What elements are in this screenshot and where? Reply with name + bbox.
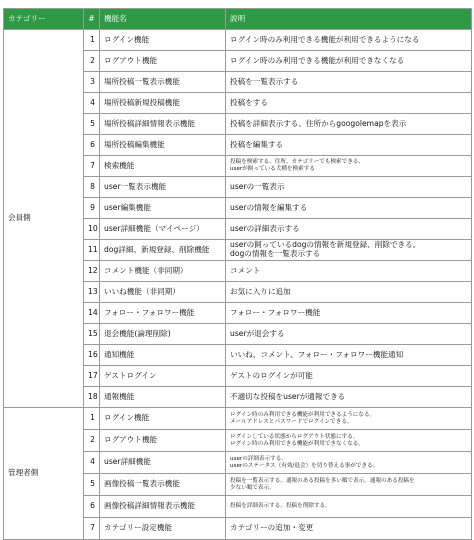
- header-feature-name: 機能名: [100, 9, 226, 30]
- description-line: 投稿を詳細表示する。投稿を削除する。: [230, 503, 331, 510]
- description-line: ログイン時のみ利用できる機能が利用できるようになる。: [230, 411, 376, 418]
- description-cell: [226, 387, 472, 408]
- feature-name-cell: ログイン機能: [100, 408, 226, 430]
- description-cell: [226, 156, 472, 177]
- description-line: 投稿を検索する、住所、カテゴリーでも検索できる、: [230, 159, 365, 166]
- row-number: 3: [84, 72, 100, 93]
- feature-name-cell: 通知機能: [100, 345, 226, 366]
- row-number: 12: [84, 261, 100, 282]
- description-line: userの詳細表示する。: [230, 455, 287, 462]
- feature-name-cell: いいね機能（非同期）: [100, 282, 226, 303]
- description-line: userの詳細表示する: [230, 223, 300, 233]
- row-number: 7: [84, 156, 100, 177]
- description-line: userの飼っているdogの情報を新規登録、削除できる。: [230, 240, 421, 250]
- description-cell: [226, 324, 472, 345]
- description-line: カテゴリーの追加・変更: [230, 523, 314, 533]
- row-number: 2: [84, 51, 100, 72]
- description-cell: [226, 114, 472, 135]
- row-number: 4: [84, 93, 100, 114]
- feature-name-cell: user編集機能: [100, 198, 226, 219]
- row-number: 16: [84, 345, 100, 366]
- feature-name-cell: 検索機能: [100, 156, 226, 177]
- description-line: userの一覧表示: [230, 181, 285, 191]
- category-cell: 管理者側: [4, 408, 84, 540]
- description-cell: [226, 177, 472, 198]
- row-number: 2: [84, 430, 100, 452]
- description-cell: [226, 135, 472, 156]
- description-line: 投稿を一覧表示する。通報のある投稿を多い順で表示。通報のある投稿を: [230, 477, 415, 484]
- feature-name-cell: ログイン機能: [100, 30, 226, 51]
- description-line: ゲストのログインが可能: [230, 370, 313, 380]
- row-number: 4: [84, 452, 100, 474]
- row-number: 7: [84, 518, 100, 540]
- row-number: 14: [84, 303, 100, 324]
- description-cell: [226, 430, 472, 452]
- feature-name-cell: フォロー・フォロワー機能: [100, 303, 226, 324]
- row-number: 6: [84, 135, 100, 156]
- row-number: 17: [84, 366, 100, 387]
- description-line: 投稿を詳細表示する、住所からgoogolemapを表示: [230, 118, 407, 128]
- description-line: ログイン時のみ利用できる機能が利用できるようになる: [230, 34, 420, 44]
- table-body: [4, 30, 472, 540]
- feature-name-cell: dog詳細、新規登録、削除機能: [100, 240, 226, 261]
- description-cell: [226, 496, 472, 518]
- description-cell: [226, 198, 472, 219]
- feature-list-table: [3, 8, 472, 540]
- row-number: 1: [84, 30, 100, 51]
- row-number: 9: [84, 198, 100, 219]
- feature-name-cell: ゲストログイン: [100, 366, 226, 387]
- description-line: ログインしている状態からログアウト状態にする。: [230, 433, 359, 440]
- row-number: 11: [84, 240, 100, 261]
- row-number: 13: [84, 282, 100, 303]
- description-line: userのステータス（有効/退会）を切り替える事ができる。: [230, 462, 379, 469]
- feature-name-cell: 場所投稿一覧表示機能: [100, 72, 226, 93]
- description-line: フォロー・フォロワー機能: [230, 307, 321, 317]
- description-line: userが飼っている犬種を検索する: [230, 166, 315, 172]
- header-category: カテゴリー: [4, 9, 84, 30]
- row-number: 15: [84, 324, 100, 345]
- row-number: 18: [84, 387, 100, 408]
- row-number: 5: [84, 474, 100, 496]
- description-cell: [226, 51, 472, 72]
- feature-name-cell: user詳細機能: [100, 452, 226, 474]
- description-line: ログイン時のみ利用できる機能が利用できなくなる。: [230, 440, 364, 447]
- description-line: 少ない順で表示。: [230, 484, 275, 491]
- description-cell: [226, 345, 472, 366]
- description-line: お気に入りに追加: [230, 286, 291, 296]
- description-cell: [226, 72, 472, 93]
- feature-name-cell: ログアウト機能: [100, 51, 226, 72]
- feature-name-cell: コメント機能（非同期）: [100, 261, 226, 282]
- table-row: [4, 408, 472, 430]
- description-cell: [226, 30, 472, 51]
- category-cell: 会員側: [4, 30, 84, 408]
- feature-name-cell: 画像投稿一覧表示機能: [100, 474, 226, 496]
- description-line: 投稿を一覧表示する: [230, 76, 299, 86]
- header-number: #: [84, 9, 100, 30]
- row-number: 10: [84, 219, 100, 240]
- feature-name-cell: user一覧表示機能: [100, 177, 226, 198]
- row-number: 5: [84, 114, 100, 135]
- description-cell: [226, 261, 472, 282]
- feature-name-cell: 場所投稿新規投稿機能: [100, 93, 226, 114]
- feature-name-cell: 場所投稿編集機能: [100, 135, 226, 156]
- description-cell: [226, 452, 472, 474]
- description-cell: [226, 240, 472, 261]
- description-line: 投稿を編集する: [230, 139, 284, 149]
- description-cell: [226, 93, 472, 114]
- row-number: 1: [84, 408, 100, 430]
- feature-name-cell: 通報機能: [100, 387, 226, 408]
- description-cell: [226, 219, 472, 240]
- description-cell: [226, 408, 472, 430]
- header-description: 説明: [226, 9, 472, 30]
- header-row: [4, 9, 472, 30]
- row-number: 6: [84, 496, 100, 518]
- feature-name-cell: user詳細機能（マイページ）: [100, 219, 226, 240]
- feature-name-cell: 退会機能(論理削除): [100, 324, 226, 345]
- description-line: dogの情報を一覧表示する: [230, 249, 321, 258]
- description-line: 不適切な投稿をuserが通報できる: [230, 391, 346, 401]
- description-line: userの情報を編集する: [230, 202, 308, 212]
- description-line: ログイン時のみ利用できる機能が利用できなくなる: [230, 55, 405, 65]
- row-number: 8: [84, 177, 100, 198]
- feature-name-cell: 場所投稿詳細情報表示機能: [100, 114, 226, 135]
- description-line: いいね、コメント、フォロー・フォロワー機能通知: [230, 349, 404, 359]
- description-line: userが退会する: [230, 328, 285, 338]
- feature-name-cell: カテゴリー設定機能: [100, 518, 226, 540]
- feature-name-cell: ログアウト機能: [100, 430, 226, 452]
- description-cell: [226, 303, 472, 324]
- description-line: メールアドレスとパスワードでログインできる。: [230, 418, 353, 425]
- description-cell: [226, 282, 472, 303]
- description-line: 投稿をする: [230, 97, 268, 107]
- feature-name-cell: 画像投稿詳細情報表示機能: [100, 496, 226, 518]
- description-cell: [226, 474, 472, 496]
- description-cell: [226, 366, 472, 387]
- table-row: [4, 30, 472, 51]
- description-line: コメント: [230, 265, 261, 275]
- description-cell: [226, 518, 472, 540]
